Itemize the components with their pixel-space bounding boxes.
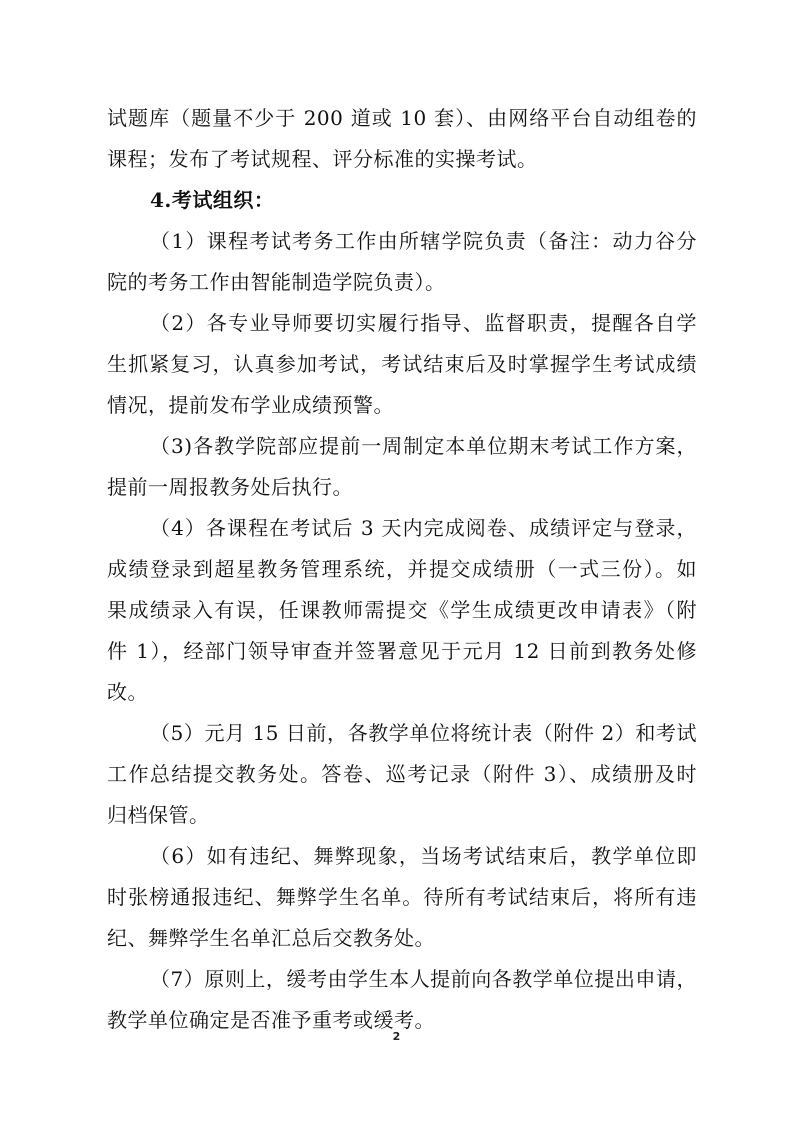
item-3-line-1: （3)各教学院部应提前一周制定本单位期末考试工作方案， [150, 434, 697, 458]
intro-line-1: 试题库（题量不少于 200 道或 10 套）、由网络平台自动组卷的 [107, 106, 697, 130]
section-heading: 4.考试组织： [150, 188, 275, 212]
item-4-line-2: 成绩登录到超星教务管理系统，并提交成绩册（一式三份）。如 [107, 557, 697, 581]
item-5-line-2: 工作总结提交教务处。答卷、巡考记录（附件 3）、成绩册及时 [107, 762, 697, 786]
item-5-line-1: （5）元月 15 日前，各教学单位将统计表（附件 2）和考试 [150, 721, 697, 745]
item-7-line-2: 教学单位确定是否准予重考或缓考。 [107, 1008, 435, 1032]
item-2-line-2: 生抓紧复习，认真参加考试，考试结束后及时掌握学生考试成绩 [107, 352, 697, 376]
item-6-line-3: 纪、舞弊学生名单汇总后交教务处。 [107, 926, 435, 950]
item-4-line-3: 果成绩录入有误，任课教师需提交《学生成绩更改申请表》（附 [107, 598, 697, 622]
item-4-line-5: 改。 [107, 680, 148, 704]
intro-line-2: 课程；发布了考试规程、评分标准的实操考试。 [107, 147, 538, 171]
item-5-line-3: 归档保管。 [107, 803, 210, 827]
item-7-line-1: （7）原则上，缓考由学生本人提前向各教学单位提出申请， [150, 967, 697, 991]
page-number: 2 [392, 1030, 401, 1043]
item-6-line-2: 时张榜通报违纪、舞弊学生名单。待所有考试结束后，将所有违 [107, 885, 697, 909]
item-1-line-1: （1）课程考试考务工作由所辖学院负责（备注：动力谷分 [150, 229, 697, 253]
item-1-line-2: 院的考务工作由智能制造学院负责）。 [107, 270, 446, 294]
item-6-line-1: （6）如有违纪、舞弊现象，当场考试结束后，教学单位即 [150, 844, 697, 868]
item-2-line-1: （2）各专业导师要切实履行指导、监督职责，提醒各自学 [150, 311, 697, 335]
item-3-line-2: 提前一周报教务处后执行。 [107, 475, 353, 499]
item-2-line-3: 情况，提前发布学业成绩预警。 [107, 393, 394, 417]
item-4-line-4: 件 1），经部门领导审查并签署意见于元月 12 日前到教务处修 [107, 639, 697, 663]
item-4-line-1: （4）各课程在考试后 3 天内完成阅卷、成绩评定与登录， [150, 516, 697, 540]
